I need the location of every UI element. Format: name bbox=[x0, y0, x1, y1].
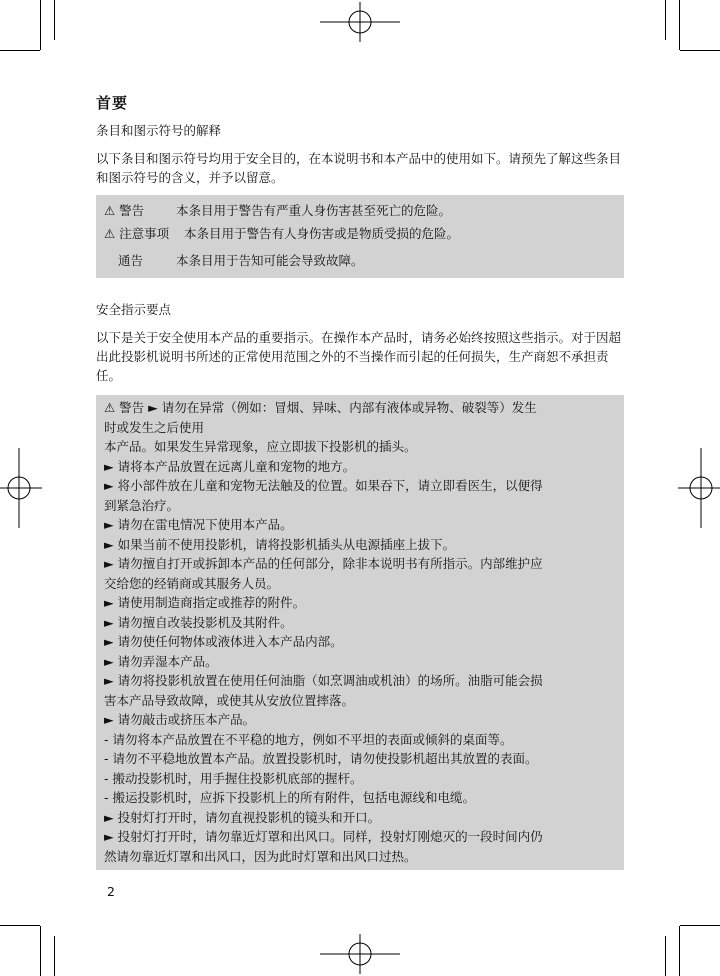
safety-intro-paragraph: 以下是关于安全使用本产品的重要指示。在操作本产品时，请务必始终按照这些指示。对于因超出此投影机说明书所述的正常使用范围之外的不当操作而引起的任何损失，生产商恕不承担责任。 bbox=[96, 330, 622, 383]
warning-line: ► 请使用制造商指定或推荐的附件。 bbox=[104, 595, 306, 610]
warning-line: ► 如果当前不使用投影机，请将投影机插头从电源插座上拔下。 bbox=[104, 536, 456, 552]
symbols-intro-paragraph: 以下条目和图示符号均用于安全目的，在本说明书和本产品中的使用如下。请预先了解这些条目和图示符号的含义，并予以留意。 bbox=[96, 151, 622, 185]
crop-mark bbox=[665, 936, 666, 976]
registration-mark-icon bbox=[678, 448, 720, 528]
warning-line: ► 请勿弄湿本产品。 bbox=[104, 653, 218, 669]
crop-mark bbox=[54, 936, 55, 976]
warning-line: - 请勿将本产品放置在不平稳的地方，例如不平坦的表面或倾斜的桌面等。 bbox=[104, 731, 513, 747]
crop-mark bbox=[679, 926, 680, 976]
symbol-row-caution bbox=[104, 222, 616, 245]
warning-line: ► 投射灯打开时，请勿直视投影机的镜头和开口。 bbox=[104, 809, 381, 825]
symbol-row-notice bbox=[104, 249, 616, 272]
crop-mark bbox=[680, 925, 720, 926]
notice-label: 通告 bbox=[118, 253, 144, 268]
page-number: 2 bbox=[107, 884, 115, 899]
registration-mark-icon bbox=[320, 2, 400, 42]
warning-line: 到紧急治疗。 bbox=[104, 497, 180, 513]
warning-line: - 搬动投影机时，用手握住投影机底部的握杆。 bbox=[104, 770, 363, 786]
warning-label: ⚠ 警告 bbox=[104, 203, 145, 218]
warning-line: - 搬运投影机时，应拆下投影机上的所有附件，包括电源线和电缆。 bbox=[104, 790, 475, 805]
caution-definition: 本条目用于警告有人身伤害或是物质受损的危险。 bbox=[184, 226, 460, 241]
crop-mark bbox=[665, 0, 666, 40]
warning-line: ► 请勿在雷电情况下使用本产品。 bbox=[104, 517, 293, 532]
crop-mark bbox=[0, 50, 40, 51]
crop-mark bbox=[40, 926, 41, 976]
main-content bbox=[96, 92, 624, 870]
symbol-definitions-box bbox=[96, 195, 624, 278]
warning-line: ⚠ 警告 ► 请勿在异常（例如：冒烟、异味、内部有液体或异物、破裂等）发生 bbox=[104, 400, 537, 415]
notice-definition: 本条目用于告知可能会导致故障。 bbox=[176, 253, 364, 268]
warning-line: ► 请勿擅自改装投影机及其附件。 bbox=[104, 614, 293, 630]
symbol-row-warning bbox=[104, 199, 616, 222]
crop-mark bbox=[40, 0, 41, 50]
warning-definition: 本条目用于警告有严重人身伤害甚至死亡的危险。 bbox=[176, 203, 452, 218]
warning-line: ► 请勿擅自打开或拆卸本产品的任何部分，除非本说明书有所指示。内部维护应 bbox=[104, 556, 543, 571]
section-heading-safety: 安全指示要点 bbox=[96, 302, 172, 317]
warning-line: 害本产品导致故障，或使其从安放位置摔落。 bbox=[104, 692, 355, 708]
warning-line: ► 请将本产品放置在远离儿童和宠物的地方。 bbox=[104, 458, 356, 474]
crop-mark bbox=[54, 0, 55, 40]
warning-line: ► 将小部件放在儿童和宠物无法触及的位置。如果吞下，请立即看医生，以便得 bbox=[104, 478, 543, 493]
warning-line: ► 请勿敲击或挤压本产品。 bbox=[104, 712, 256, 727]
warning-line: 时或发生之后使用 bbox=[104, 419, 205, 435]
warning-line: - 请勿不平稳地放置本产品。放置投影机时，请勿使投影机超出其放置的表面。 bbox=[104, 751, 538, 766]
warning-line: ► 请勿将投影机放置在使用任何油脂（如烹调油或机油）的场所。油脂可能会损 bbox=[104, 673, 543, 688]
warning-line: ► 投射灯打开时，请勿靠近灯罩和出风口。同样，投射灯刚熄灭的一段时间内仍 bbox=[104, 829, 543, 844]
crop-mark bbox=[0, 925, 40, 926]
page-title: 首要 bbox=[96, 94, 129, 112]
warning-line: 本产品。如果发生异常现象，应立即拔下投影机的插头。 bbox=[104, 439, 417, 454]
safety-warning-box bbox=[96, 395, 624, 870]
crop-mark bbox=[679, 0, 680, 50]
registration-mark-icon bbox=[320, 934, 400, 974]
section-heading-symbols: 条目和图示符号的解释 bbox=[96, 123, 222, 138]
warning-line: 交给您的经销商或其服务人员。 bbox=[104, 575, 280, 591]
warning-line: 然请勿靠近灯罩和出风口，因为此时灯罩和出风口过热。 bbox=[104, 848, 417, 864]
registration-mark-icon bbox=[0, 448, 42, 528]
warning-line: ► 请勿使任何物体或液体进入本产品内部。 bbox=[104, 634, 343, 649]
crop-mark bbox=[680, 50, 720, 51]
caution-label: ⚠ 注意事项 bbox=[104, 226, 170, 241]
